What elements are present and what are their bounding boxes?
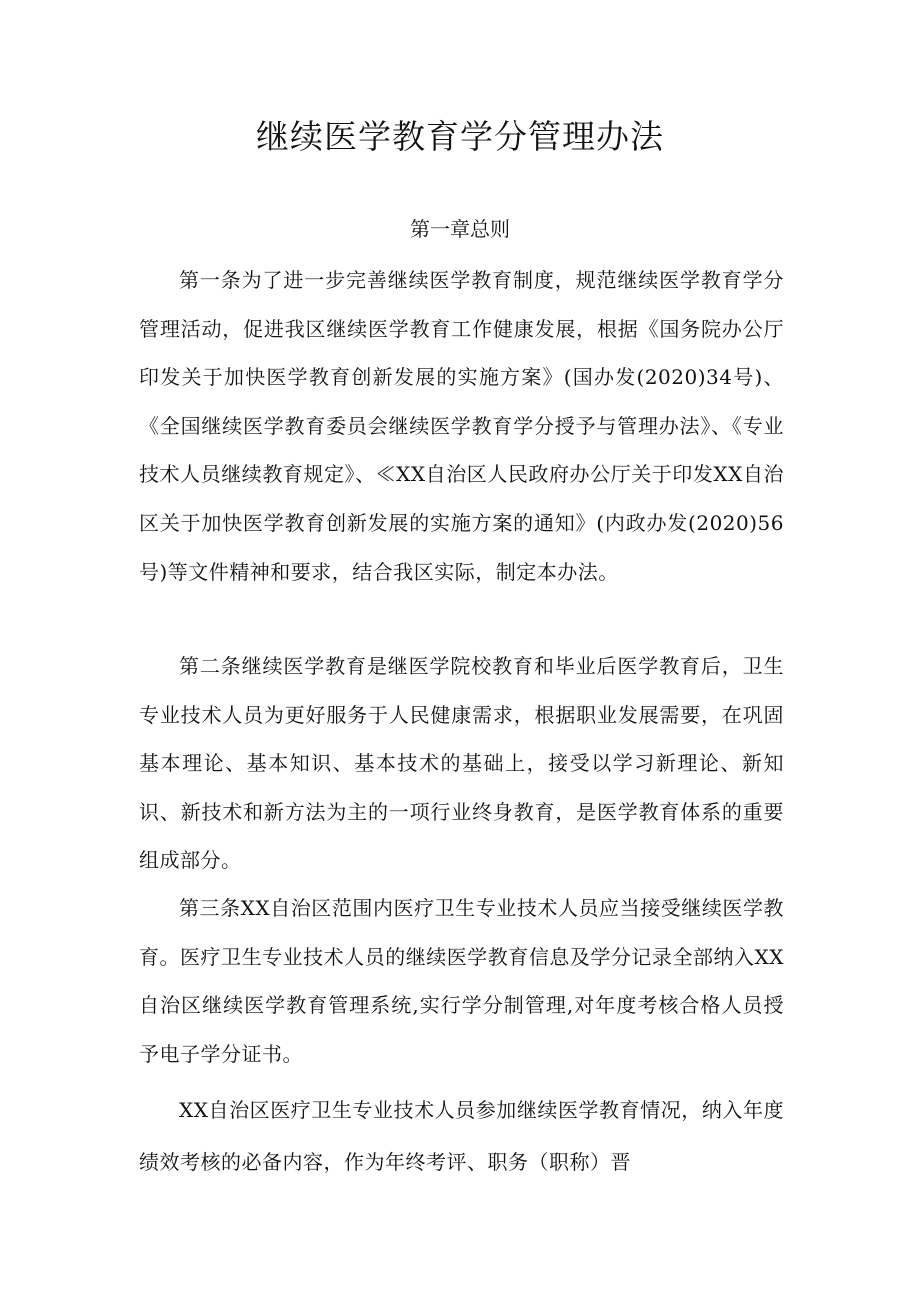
article-2-paragraph: 第二条继续医学教育是继医学院校教育和毕业后医学教育后，卫生专业技术人员为更好服务于人民健康需求，根据职业发展需要，在巩固基本理论、基本知识、基本技术的基础上，接受以学习新理论、新知识、新技术和新方法为主的一项行业终身教育，是医学教育体系的重要组成部分。	[139, 654, 784, 873]
document-title: 继续医学教育学分管理办法	[256, 117, 664, 156]
article-1-paragraph: 第一条为了进一步完善继续医学教育制度，规范继续医学教育学分管理活动，促进我区继续医学教育工作健康发展，根据《国务院办公厅印发关于加快医学教育创新发展的实施方案》(国办发(2020)34号)、《全国继续医学教育委员会继续医学教育学分授予与管理办法》、《专业技术人员继续教育规定》、≪XX自治区人民政府办公厅关于印发XX自治区关于加快医学教育创新发展的实施方案的通知》(内政办发(2020)56号)等文件精神和要求，结合我区实际，制定本办法。	[139, 268, 784, 584]
chapter-heading: 第一章总则	[410, 217, 510, 241]
article-3-continuation-paragraph: XX自治区医疗卫生专业技术人员参加继续医学教育情况，纳入年度绩效考核的必备内容，作为年终考评、职务（职称）晋	[139, 1098, 784, 1174]
article-3-paragraph: 第三条XX自治区范围内医疗卫生专业技术人员应当接受继续医学教育。医疗卫生专业技术人员的继续医学教育信息及学分记录全部纳入XX自治区继续医学教育管理系统,实行学分制管理,对年度考核合格人员授予电子学分证书。	[139, 896, 784, 1066]
